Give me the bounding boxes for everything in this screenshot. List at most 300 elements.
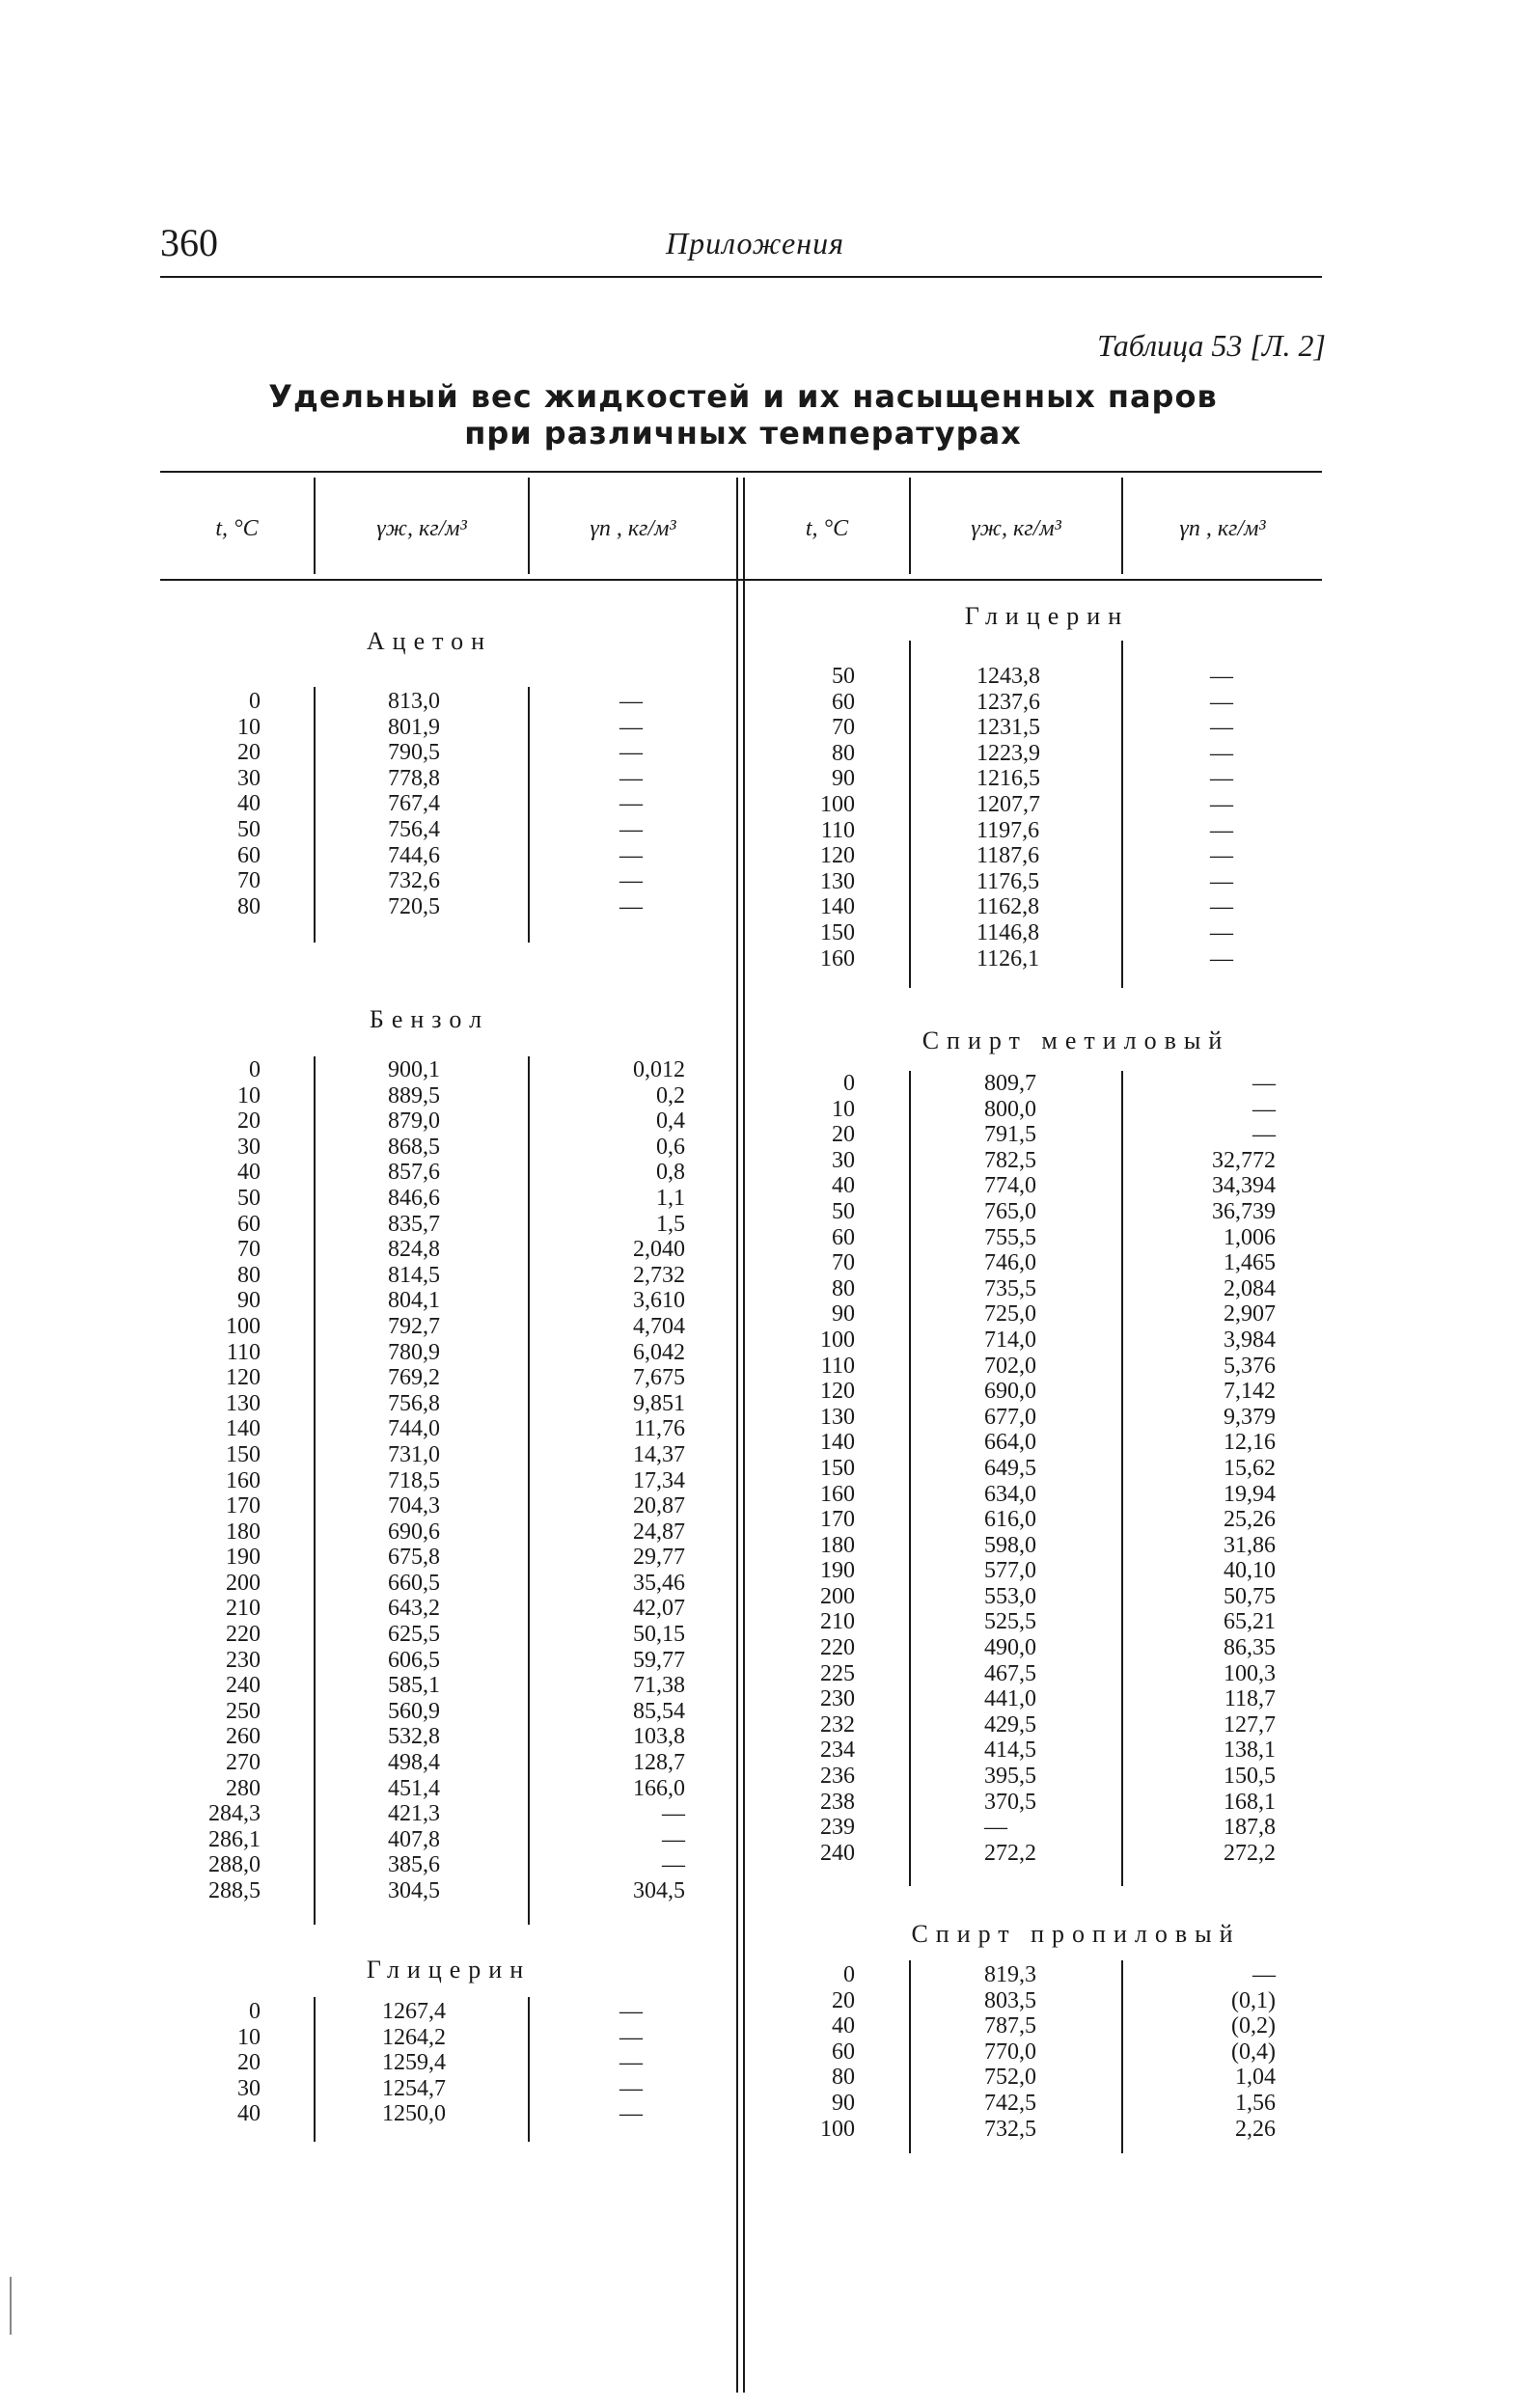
table-cell-liquid: 1126,1 [977,945,1040,971]
glycerin-left-t-column [183,1999,261,2127]
propanol-liquid-column [984,1962,1071,2142]
table-cell-t: 30 [237,2075,261,2101]
table-cell-t: 239 [820,1815,855,1841]
table-cell-liquid: 846,6 [388,1185,440,1211]
table-cell-t: 100 [820,791,855,817]
acetone-t-column [183,689,261,919]
table-cell-vapor: 35,46 [633,1570,685,1596]
table-cell-vapor: 34,394 [1212,1173,1276,1199]
table-cell-t: 80 [832,740,855,766]
table-cell-liquid: 1207,7 [977,791,1040,817]
table-cell-liquid: — [984,1815,1007,1841]
table-cell-t: 100 [820,1327,855,1353]
table-cell-vapor: 40,10 [1224,1558,1276,1584]
table-cell-liquid: 625,5 [388,1622,440,1648]
table-cell-t: 70 [237,1237,261,1263]
table-cell-vapor: 1,5 [656,1211,685,1237]
table-cell-liquid: 1243,8 [977,664,1040,689]
table-cell-vapor: — [619,2024,643,2050]
table-cell-vapor: (0,4) [1231,2039,1276,2065]
section-methanol: Спирт метиловый [922,1026,1230,1054]
table-cell-vapor: — [1210,919,1233,945]
table-cell-liquid: 598,0 [984,1532,1036,1558]
table-cell-liquid: 814,5 [388,1262,440,1288]
table-cell-t: 140 [226,1416,261,1442]
table-cell-vapor: — [1210,791,1233,817]
table-cell-t: 210 [820,1609,855,1635]
table-cell-vapor: — [619,816,643,842]
table-cell-liquid: 782,5 [984,1147,1036,1173]
table-cell-t: 60 [832,2039,855,2065]
table-cell-vapor: 118,7 [1224,1686,1276,1712]
table-cell-liquid: 792,7 [388,1313,440,1339]
table-cell-t: 160 [820,1481,855,1507]
table-cell-vapor: 50,75 [1224,1583,1276,1609]
table-cell-vapor: 36,739 [1212,1198,1276,1224]
table-cell-t: 40 [832,1173,855,1199]
table-cell-liquid: 490,0 [984,1635,1036,1661]
table-cell-liquid: 525,5 [984,1609,1036,1635]
table-cell-t: 90 [832,766,855,792]
table-cell-liquid: 732,5 [984,2116,1036,2142]
table-cell-liquid: 532,8 [388,1724,440,1750]
table-cell-vapor: — [662,1852,685,1878]
header-t-right: t, °C [805,516,849,541]
table-cell-t: 60 [237,842,261,868]
table-cell-t: 110 [226,1339,261,1365]
table-cell-vapor: 0,4 [656,1108,685,1135]
section-propanol: Спирт пропиловый [911,1920,1241,1948]
table-cell-t: 250 [226,1698,261,1724]
table-cell-t: 130 [820,1404,855,1430]
table-cell-t: 240 [226,1673,261,1699]
table-cell-t: 50 [832,664,855,689]
table-cell-liquid: 395,5 [984,1764,1036,1790]
table-cell-liquid: 857,6 [388,1160,440,1186]
section-glycerin-right: Глицерин [964,602,1130,630]
table-cell-vapor: — [1210,945,1233,971]
table-cell-t: 80 [237,893,261,919]
table-cell-vapor: — [1252,1962,1276,1987]
methanol-t-column [778,1071,855,1866]
table-cell-vapor: 5,376 [1224,1353,1276,1379]
table-cell-liquid: 634,0 [984,1481,1036,1507]
table-cell-vapor: 24,87 [633,1519,685,1545]
table-cell-liquid: 1223,9 [977,740,1040,766]
center-rule-a [736,478,738,2393]
table-cell-vapor: 2,040 [633,1237,685,1263]
table-cell-liquid: 755,5 [984,1224,1036,1250]
table-cell-liquid: 746,0 [984,1250,1036,1276]
section-glycerin-left: Глицерин [366,1956,532,1984]
table-cell-liquid: 732,6 [388,868,440,894]
table-cell-liquid: 1254,7 [382,2075,446,2101]
table-cell-vapor: 9,851 [633,1390,685,1416]
table-cell-vapor: 138,1 [1224,1738,1276,1764]
table-cell-t: 225 [820,1660,855,1686]
table-cell-t: 80 [237,1262,261,1288]
table-cell-liquid: 801,9 [388,714,440,740]
table-cell-liquid: 725,0 [984,1301,1036,1327]
table-header-bottom-rule [160,579,1322,581]
table-cell-liquid: 304,5 [388,1878,440,1903]
table-cell-t: 110 [820,817,855,843]
table-cell-liquid: 1250,0 [382,2101,446,2127]
table-cell-vapor: 2,732 [633,1262,685,1288]
glycerin-right-sep-2 [1121,641,1123,988]
table-cell-liquid: 498,4 [388,1750,440,1776]
table-cell-vapor: 2,907 [1224,1301,1276,1327]
table-cell-vapor: 86,35 [1224,1635,1276,1661]
table-cell-liquid: 407,8 [388,1826,440,1852]
section-benzene: Бензол [369,1005,490,1033]
table-title-line2: при различных температурах [464,415,1022,452]
table-cell-t: 210 [226,1596,261,1622]
table-cell-vapor: — [1252,1096,1276,1122]
table-cell-t: 60 [832,1224,855,1250]
table-cell-t: 80 [832,2065,855,2091]
table-cell-liquid: 553,0 [984,1583,1036,1609]
table-cell-vapor: — [619,740,643,766]
table-cell-liquid: 787,5 [984,2013,1036,2039]
table-cell-t: 270 [226,1750,261,1776]
table-cell-t: 30 [832,1147,855,1173]
table-cell-liquid: 809,7 [984,1071,1036,1096]
table-top-rule [160,471,1322,473]
table-cell-t: 170 [820,1507,855,1533]
glycerin-left-liquid-column [382,1999,469,2127]
table-cell-vapor: — [1210,664,1233,689]
table-cell-vapor: — [619,1999,643,2024]
center-rule-b [743,478,745,2393]
table-cell-t: 150 [820,919,855,945]
table-cell-t: 100 [226,1313,261,1339]
glycerin-left-sep-2 [528,1997,530,2142]
table-cell-liquid: 756,4 [388,816,440,842]
table-cell-vapor: 14,37 [633,1441,685,1467]
table-cell-t: 120 [820,843,855,869]
table-cell-vapor: 85,54 [633,1698,685,1724]
table-cell-t: 130 [820,868,855,894]
table-cell-vapor: 7,142 [1224,1379,1276,1405]
table-cell-liquid: 660,5 [388,1570,440,1596]
table-cell-vapor: — [1210,817,1233,843]
table-cell-liquid: 577,0 [984,1558,1036,1584]
table-cell-liquid: 677,0 [984,1404,1036,1430]
glycerin-right-vapor-column [1193,664,1251,971]
table-cell-vapor: — [1210,740,1233,766]
table-cell-t: 20 [237,2050,261,2076]
glycerin-left-vapor-column [602,1999,660,2127]
running-head: Приложения [666,226,844,260]
table-cell-t: 288,0 [208,1852,261,1878]
section-acetone: Ацетон [366,627,493,655]
table-cell-liquid: 813,0 [388,689,440,714]
table-cell-t: 50 [237,1185,261,1211]
table-cell-vapor: 272,2 [1224,1840,1276,1866]
table-cell-t: 40 [237,2101,261,2127]
table-cell-liquid: 1146,8 [977,919,1040,945]
table-cell-t: 20 [237,1108,261,1135]
table-cell-t: 70 [832,1250,855,1276]
table-cell-liquid: 429,5 [984,1711,1036,1738]
table-cell-liquid: 1231,5 [977,715,1040,741]
table-cell-liquid: 879,0 [388,1108,440,1135]
table-cell-vapor: — [1210,894,1233,920]
benzene-sep-1 [314,1056,316,1925]
table-cell-vapor: 6,042 [633,1339,685,1365]
table-cell-vapor: — [1252,1122,1276,1148]
table-label: Таблица 53 [Л. 2] [1097,328,1326,363]
acetone-vapor-column [602,689,660,919]
table-cell-liquid: 868,5 [388,1134,440,1160]
table-cell-t: 0 [249,1999,261,2024]
table-cell-t: 180 [226,1519,261,1545]
table-cell-t: 90 [237,1288,261,1314]
table-cell-vapor: 103,8 [633,1724,685,1750]
table-cell-t: 232 [820,1711,855,1738]
propanol-sep-2 [1121,1960,1123,2153]
benzene-vapor-column [579,1057,685,1904]
table-cell-t: 0 [843,1962,855,1987]
table-cell-liquid: 441,0 [984,1686,1036,1712]
header-gamma-vapor-left: γп , кг/м³ [590,516,676,541]
table-cell-liquid: 791,5 [984,1122,1036,1148]
glycerin-right-sep-1 [909,641,911,988]
table-cell-t: 160 [226,1467,261,1493]
table-cell-vapor: — [1210,843,1233,869]
table-cell-vapor: 65,21 [1224,1609,1276,1635]
table-cell-liquid: 643,2 [388,1596,440,1622]
table-cell-liquid: 804,1 [388,1288,440,1314]
table-cell-vapor: 166,0 [633,1775,685,1801]
table-cell-liquid: 720,5 [388,893,440,919]
table-cell-liquid: 735,5 [984,1275,1036,1301]
table-cell-liquid: 803,5 [984,1987,1036,2013]
table-cell-t: 70 [832,715,855,741]
table-cell-vapor: 2,084 [1224,1275,1276,1301]
table-cell-t: 260 [226,1724,261,1750]
table-cell-liquid: 767,4 [388,791,440,817]
table-cell-vapor: 7,675 [633,1365,685,1391]
table-cell-vapor: — [619,2075,643,2101]
table-cell-liquid: 769,2 [388,1365,440,1391]
table-cell-t: 170 [226,1493,261,1519]
table-cell-liquid: 1216,5 [977,766,1040,792]
table-cell-t: 288,5 [208,1878,261,1903]
methanol-sep-2 [1121,1071,1123,1886]
table-cell-vapor: 168,1 [1224,1789,1276,1815]
table-cell-liquid: 742,5 [984,2090,1036,2116]
table-cell-t: 10 [237,1082,261,1108]
table-cell-vapor: — [619,689,643,714]
table-cell-t: 0 [249,1057,261,1082]
table-cell-vapor: — [619,765,643,791]
table-cell-vapor: 20,87 [633,1493,685,1519]
table-cell-vapor: 19,94 [1224,1481,1276,1507]
table-cell-t: 230 [226,1647,261,1673]
header-t-left: t, °C [215,516,259,541]
table-cell-liquid: 1197,6 [977,817,1040,843]
table-cell-t: 70 [237,868,261,894]
propanol-t-column [778,1962,855,2142]
acetone-sep-2 [528,687,530,943]
table-cell-liquid: 752,0 [984,2065,1036,2091]
table-cell-vapor: — [1210,715,1233,741]
table-cell-t: 10 [237,2024,261,2050]
table-cell-vapor: 59,77 [633,1647,685,1673]
page-number: 360 [160,221,218,264]
table-cell-t: 90 [832,2090,855,2116]
table-cell-liquid: 421,3 [388,1801,440,1827]
table-cell-t: 236 [820,1764,855,1790]
table-cell-vapor: 12,16 [1224,1430,1276,1456]
table-cell-vapor: 1,006 [1224,1224,1276,1250]
table-cell-vapor: 29,77 [633,1545,685,1571]
table-cell-vapor: 1,1 [656,1185,685,1211]
methanol-vapor-column [1169,1071,1276,1866]
table-cell-vapor: 4,704 [633,1313,685,1339]
benzene-sep-2 [528,1056,530,1925]
table-cell-t: 220 [820,1635,855,1661]
acetone-sep-1 [314,687,316,943]
methanol-sep-1 [909,1071,911,1886]
table-cell-t: 50 [832,1198,855,1224]
table-title-line1: Удельный вес жидкостей и их насыщенных паров [268,378,1218,415]
table-cell-liquid: 704,3 [388,1493,440,1519]
table-cell-liquid: 819,3 [984,1962,1036,1987]
table-cell-vapor: 32,772 [1212,1147,1276,1173]
table-cell-vapor: — [619,2050,643,2076]
table-cell-liquid: 800,0 [984,1096,1036,1122]
table-cell-liquid: 900,1 [388,1057,440,1082]
header-rule [160,276,1322,278]
table-cell-liquid: 690,0 [984,1379,1036,1405]
table-cell-t: 200 [820,1583,855,1609]
table-cell-t: 120 [226,1365,261,1391]
table-cell-t: 234 [820,1738,855,1764]
table-cell-vapor: 100,3 [1224,1660,1276,1686]
table-cell-vapor: 150,5 [1224,1764,1276,1790]
table-cell-vapor: 127,7 [1224,1711,1276,1738]
table-cell-t: 284,3 [208,1801,261,1827]
table-cell-liquid: 774,0 [984,1173,1036,1199]
table-cell-liquid: 744,0 [388,1416,440,1442]
table-cell-t: 20 [832,1987,855,2013]
table-cell-liquid: 744,6 [388,842,440,868]
table-cell-liquid: 1187,6 [977,843,1040,869]
table-cell-liquid: 1259,4 [382,2050,446,2076]
table-cell-t: 238 [820,1789,855,1815]
table-cell-liquid: 731,0 [388,1441,440,1467]
table-cell-vapor: — [619,842,643,868]
table-cell-t: 280 [226,1775,261,1801]
table-cell-liquid: 616,0 [984,1507,1036,1533]
table-cell-vapor: 2,26 [1235,2116,1276,2142]
table-cell-liquid: 1264,2 [382,2024,446,2050]
table-cell-liquid: 1162,8 [977,894,1040,920]
table-cell-t: 150 [820,1455,855,1481]
benzene-t-column [183,1057,261,1904]
table-cell-t: 110 [820,1353,855,1379]
table-cell-vapor: 187,8 [1224,1815,1276,1841]
table-cell-vapor: 9,379 [1224,1404,1276,1430]
header-gamma-liquid-left: γж, кг/м³ [376,516,467,541]
table-cell-vapor: 71,38 [633,1673,685,1699]
table-cell-vapor: 3,610 [633,1288,685,1314]
table-cell-vapor: 0,6 [656,1134,685,1160]
table-cell-t: 150 [226,1441,261,1467]
table-cell-liquid: 770,0 [984,2039,1036,2065]
table-cell-liquid: 702,0 [984,1353,1036,1379]
table-cell-t: 130 [226,1390,261,1416]
table-cell-liquid: 835,7 [388,1211,440,1237]
table-cell-t: 90 [832,1301,855,1327]
table-cell-liquid: 1176,5 [977,868,1040,894]
table-cell-liquid: 790,5 [388,740,440,766]
table-cell-vapor: 3,984 [1224,1327,1276,1353]
table-cell-liquid: 824,8 [388,1237,440,1263]
table-cell-vapor: — [619,868,643,894]
benzene-liquid-column [388,1057,475,1904]
table-cell-liquid: 414,5 [984,1738,1036,1764]
table-cell-liquid: 451,4 [388,1775,440,1801]
table-cell-vapor: 17,34 [633,1467,685,1493]
table-cell-t: 230 [820,1686,855,1712]
table-cell-liquid: 889,5 [388,1082,440,1108]
table-cell-vapor: — [619,2101,643,2127]
table-cell-liquid: 467,5 [984,1660,1036,1686]
table-cell-liquid: 690,6 [388,1519,440,1545]
methanol-liquid-column [984,1071,1071,1866]
table-cell-t: 200 [226,1570,261,1596]
margin-mark [10,2277,12,2335]
table-cell-t: 140 [820,894,855,920]
table-cell-t: 60 [237,1211,261,1237]
table-cell-t: 0 [249,689,261,714]
table-cell-t: 180 [820,1532,855,1558]
table-cell-vapor: 15,62 [1224,1455,1276,1481]
table-cell-vapor: 25,26 [1224,1507,1276,1533]
table-cell-liquid: 675,8 [388,1545,440,1571]
table-cell-vapor: (0,2) [1231,2013,1276,2039]
table-cell-t: 140 [820,1430,855,1456]
table-cell-t: 40 [237,1160,261,1186]
table-cell-vapor: — [662,1826,685,1852]
table-cell-liquid: 560,9 [388,1698,440,1724]
table-cell-vapor: 0,2 [656,1082,685,1108]
table-cell-t: 80 [832,1275,855,1301]
table-cell-t: 100 [820,2116,855,2142]
table-cell-vapor: 1,56 [1235,2090,1276,2116]
table-cell-vapor: — [619,893,643,919]
table-cell-vapor: — [619,714,643,740]
table-cell-vapor: 304,5 [633,1878,685,1903]
table-cell-vapor: 31,86 [1224,1532,1276,1558]
table-cell-liquid: 765,0 [984,1198,1036,1224]
table-cell-liquid: 718,5 [388,1467,440,1493]
table-cell-t: 0 [843,1071,855,1096]
propanol-sep-1 [909,1960,911,2153]
table-cell-t: 190 [820,1558,855,1584]
glycerin-right-t-column [778,664,855,971]
table-cell-t: 40 [832,2013,855,2039]
table-cell-vapor: — [1210,766,1233,792]
table-cell-liquid: 272,2 [984,1840,1036,1866]
table-cell-vapor: 1,04 [1235,2065,1276,2091]
table-cell-t: 240 [820,1840,855,1866]
table-cell-vapor: — [1210,868,1233,894]
